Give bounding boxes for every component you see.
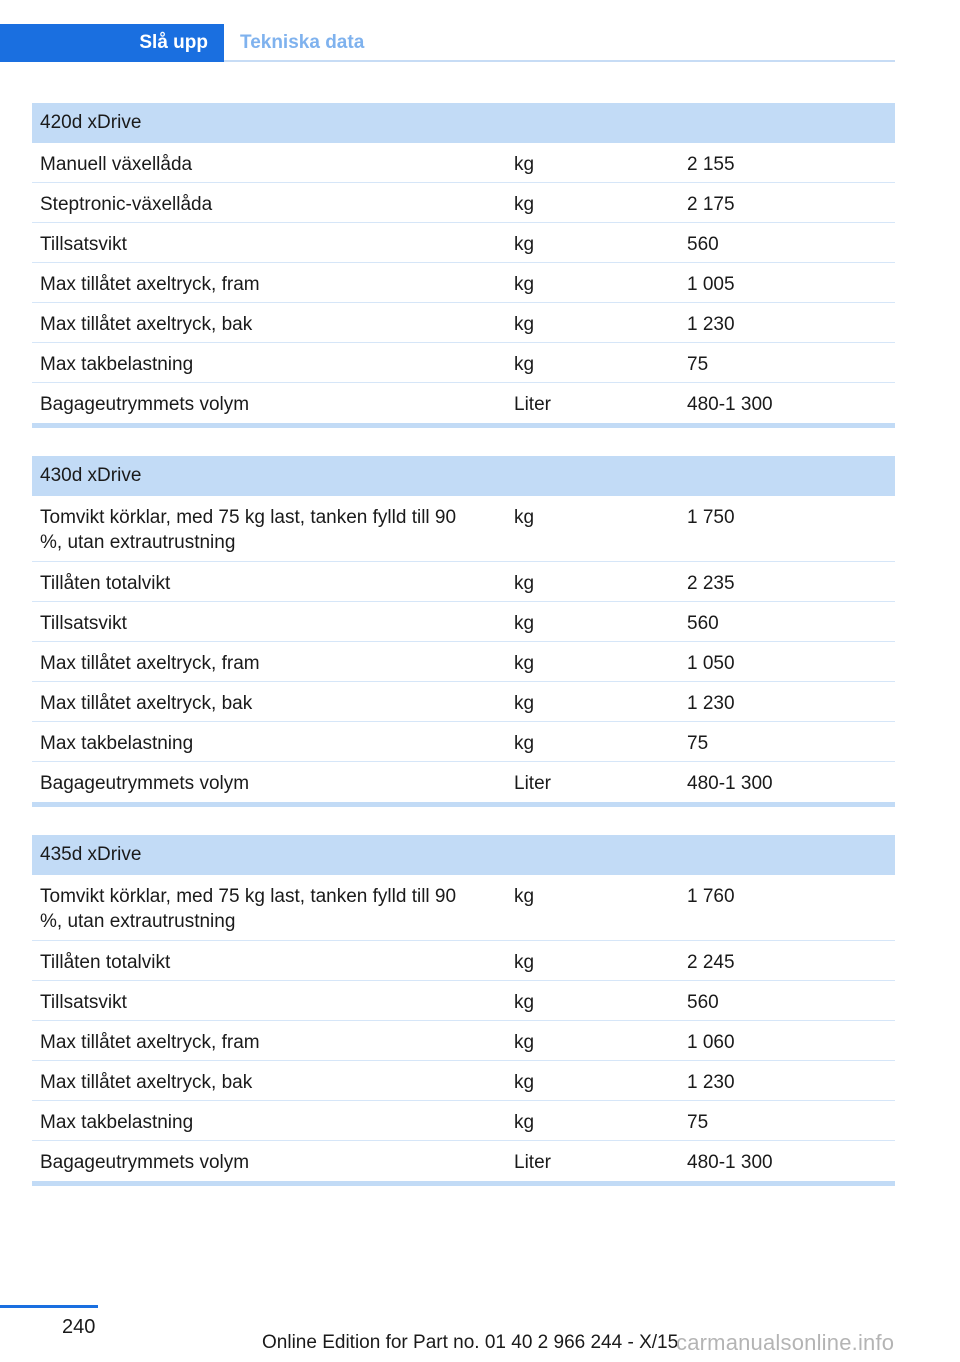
spec-table-430d	[32, 456, 895, 807]
row-unit: Liter	[514, 773, 551, 794]
row-unit: kg	[514, 573, 535, 594]
table-row	[32, 562, 895, 602]
row-unit: kg	[514, 653, 535, 674]
row-label: Max takbelastning	[40, 1112, 194, 1133]
row-label: Bagageutrymmets volym	[40, 773, 250, 794]
row-label: Manuell växellåda	[40, 154, 193, 175]
tab-sla-upp[interactable]	[0, 24, 224, 62]
row-label: Steptronic-växellåda	[40, 194, 213, 215]
table-row	[32, 642, 895, 682]
table-row	[32, 343, 895, 383]
table-row	[32, 183, 895, 223]
table-row	[32, 223, 895, 263]
table-row	[32, 602, 895, 642]
row-value: 75	[687, 733, 709, 754]
row-unit: kg	[514, 693, 535, 714]
table-row	[32, 682, 895, 722]
edition-text: Online Edition for Part no. 01 40 2 966 244 - X/15	[262, 1332, 679, 1353]
row-unit: kg	[514, 1032, 535, 1053]
row-value: 1 760	[687, 886, 735, 907]
row-value: 1 230	[687, 314, 735, 335]
row-value: 2 235	[687, 573, 735, 594]
spec-table-420d	[32, 103, 895, 428]
tab-underline	[224, 60, 895, 62]
row-label: Max tillåtet axeltryck, fram	[40, 1032, 260, 1053]
row-label: Tillåten totalvikt	[40, 573, 171, 594]
row-label: Max tillåtet axeltryck, fram	[40, 274, 260, 295]
row-value: 2 155	[687, 154, 735, 175]
table-row	[32, 1141, 895, 1181]
tab-tekniska-data-label: Tekniska data	[240, 32, 365, 53]
row-unit: kg	[514, 234, 535, 255]
table-row	[32, 263, 895, 303]
row-value: 1 005	[687, 274, 735, 295]
row-unit: kg	[514, 154, 535, 175]
row-label: Tomvikt körklar, med 75 kg last, tanken fylld till 90 %, utan extrautrustning	[40, 507, 457, 553]
row-label: Tillsatsvikt	[40, 234, 127, 255]
table-row	[32, 496, 895, 562]
table-bottom-rule	[32, 802, 895, 807]
row-label: Bagageutrymmets volym	[40, 394, 250, 415]
row-unit: Liter	[514, 394, 551, 415]
row-value: 1 230	[687, 1072, 735, 1093]
row-label: Bagageutrymmets volym	[40, 1152, 250, 1173]
row-value: 1 750	[687, 507, 735, 528]
row-value: 75	[687, 1112, 709, 1133]
row-value: 1 050	[687, 653, 735, 674]
row-value: 1 230	[687, 693, 735, 714]
row-unit: kg	[514, 1112, 535, 1133]
row-value: 75	[687, 354, 709, 375]
row-unit: kg	[514, 354, 535, 375]
row-label: Tillsatsvikt	[40, 992, 127, 1013]
watermark-text: carmanualsonline.info	[676, 1330, 895, 1355]
row-label: Tomvikt körklar, med 75 kg last, tanken fylld till 90 %, utan extrautrustning	[40, 886, 457, 932]
table-row	[32, 875, 895, 941]
row-unit: kg	[514, 1072, 535, 1093]
row-unit: kg	[514, 992, 535, 1013]
row-unit: kg	[514, 886, 535, 907]
row-value: 560	[687, 613, 719, 634]
row-unit: kg	[514, 507, 535, 528]
table-bottom-rule	[32, 423, 895, 428]
row-value: 560	[687, 992, 719, 1013]
tab-tekniska-data[interactable]	[240, 24, 364, 62]
row-label: Max takbelastning	[40, 733, 194, 754]
table-row	[32, 722, 895, 762]
row-label: Max tillåtet axeltryck, bak	[40, 1072, 253, 1093]
footer-accent-line	[0, 1305, 98, 1308]
row-label: Tillsatsvikt	[40, 613, 127, 634]
table-title: 435d xDrive	[32, 835, 895, 875]
row-label: Max tillåtet axeltryck, bak	[40, 693, 253, 714]
row-unit: kg	[514, 274, 535, 295]
row-unit: kg	[514, 952, 535, 973]
row-label: Max takbelastning	[40, 354, 194, 375]
row-label: Max tillåtet axeltryck, fram	[40, 653, 260, 674]
row-unit: kg	[514, 314, 535, 335]
table-row	[32, 762, 895, 802]
table-bottom-rule	[32, 1181, 895, 1186]
table-row	[32, 981, 895, 1021]
row-label: Max tillåtet axeltryck, bak	[40, 314, 253, 335]
row-value: 480-1 300	[687, 394, 773, 415]
table-row	[32, 941, 895, 981]
table-row	[32, 1021, 895, 1061]
table-row	[32, 1061, 895, 1101]
row-unit: Liter	[514, 1152, 551, 1173]
spec-table-435d	[32, 835, 895, 1186]
row-value: 1 060	[687, 1032, 735, 1053]
table-title: 420d xDrive	[32, 103, 895, 143]
row-value: 560	[687, 234, 719, 255]
row-value: 2 175	[687, 194, 735, 215]
table-title: 430d xDrive	[32, 456, 895, 496]
table-row	[32, 383, 895, 423]
row-value: 480-1 300	[687, 1152, 773, 1173]
row-value: 480-1 300	[687, 773, 773, 794]
tab-sla-upp-label: Slå upp	[139, 32, 208, 53]
table-row	[32, 1101, 895, 1141]
row-label: Tillåten totalvikt	[40, 952, 171, 973]
header-tabbar	[0, 24, 895, 62]
table-row	[32, 303, 895, 343]
table-row	[32, 143, 895, 183]
row-unit: kg	[514, 194, 535, 215]
row-value: 2 245	[687, 952, 735, 973]
row-unit: kg	[514, 613, 535, 634]
row-unit: kg	[514, 733, 535, 754]
page-number: 240	[62, 1316, 96, 1338]
